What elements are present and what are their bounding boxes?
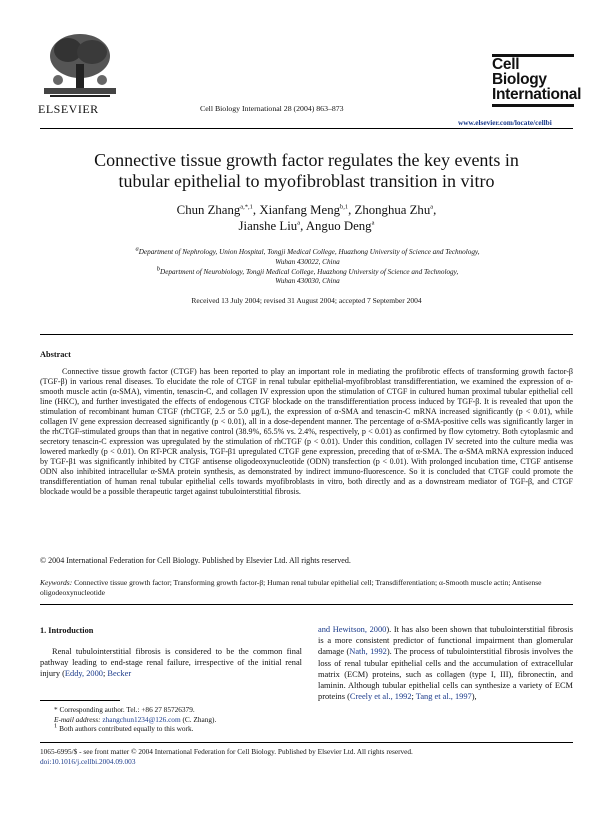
citation-sep: ;	[102, 669, 108, 679]
logo-line1: Cell	[492, 56, 520, 73]
citation-link[interactable]: Creely et al., 1992	[349, 692, 412, 702]
equal-contribution-note	[40, 724, 302, 734]
publisher-name: ELSEVIER	[38, 102, 99, 116]
citation-link[interactable]: and Hewitson, 2000	[318, 625, 387, 634]
intro-text: ). The process of tubulointerstitial fibrosis involves the loss of renal tubular epithelial cells and the accumulation of extracellular matrix (ECM) proteins, such as collagen (type I, III), fibronectin, and laminin. Although tubular epithelial cells can synthesize a variety of ECM proteins (	[318, 647, 573, 702]
affiliations	[60, 245, 555, 287]
intro-text: Renal tubulointerstitial fibrosis is considered to be the common final pathway leading to end-stage renal failure, irrespective of the initial renal injury (	[40, 647, 302, 679]
title-line2: tubular epithelial to myofibroblast transition in vitro	[118, 171, 495, 191]
title-line1: Connective tissue growth factor regulates the key events in	[94, 150, 519, 170]
footnote-divider	[40, 700, 120, 701]
author-name: Jianshe Liu	[238, 218, 298, 233]
intro-paragraph-left	[40, 646, 302, 680]
citation-link[interactable]: Nath, 1992	[349, 647, 387, 657]
abstract-divider	[40, 334, 573, 335]
keywords	[40, 578, 573, 598]
footer-divider	[40, 742, 573, 743]
affil-sup: b	[156, 265, 160, 273]
author-sup[interactable]: a,*,1	[240, 203, 253, 211]
abstract-body	[40, 367, 573, 497]
abstract-heading: Abstract	[40, 350, 71, 359]
equal-text: Both authors contributed equally to this work.	[59, 724, 194, 733]
intro-paragraph-right	[318, 624, 573, 702]
elsevier-tree-logo	[40, 30, 120, 108]
header-divider	[40, 128, 573, 129]
citation-link[interactable]: Eddy, 2000	[64, 669, 103, 679]
affil-b-line2: Wuhan 430030, China	[275, 277, 340, 286]
citation-sep: ;	[411, 692, 416, 702]
affil-a-line2: Wuhan 430022, China	[275, 257, 340, 266]
email-label: E-mail address:	[54, 714, 101, 724]
citation-link[interactable]: Becker	[107, 669, 132, 679]
affil-sup: a	[135, 245, 139, 253]
citation-link[interactable]: Tang et al., 1997	[415, 692, 472, 702]
author-sup[interactable]: a	[297, 219, 301, 227]
email-link[interactable]: zhangchun1234@126.com	[102, 714, 181, 724]
keywords-label: Keywords:	[40, 578, 73, 587]
abstract-copyright: © 2004 International Federation for Cell Biology. Published by Elsevier Ltd. All rights reserved.	[40, 556, 351, 565]
logo-bar-bottom	[492, 104, 574, 107]
logo-line3: International	[492, 86, 582, 103]
logo-line2: Biology	[492, 71, 547, 88]
author-name: Xianfang Meng	[259, 203, 340, 217]
left-column	[40, 646, 302, 680]
email-note	[40, 715, 302, 725]
author-sup[interactable]: a	[430, 203, 434, 211]
intro-text: ),	[471, 692, 477, 702]
corresponding-author-note: * Corresponding author. Tel.: +86 27 85726379.	[54, 705, 195, 714]
author-list: Chun Zhang$^{a,*,1}$, Xianfang Meng$^{b,1}$, Zhonghua Zhu$^a$, Jianshe Liu$^a$, Anguo Deng$^a$	[176, 203, 437, 233]
author-name: Anguo Deng	[305, 218, 372, 233]
page-footer	[40, 747, 573, 767]
author-sup[interactable]: a	[371, 219, 375, 227]
body-divider	[40, 604, 573, 605]
right-column	[318, 624, 573, 702]
abstract-text: Connective tissue growth factor (CTGF) has been reported to play an important role in mediating the profibrotic effects of transforming growth factor-β (TGF-β) in various renal diseases. To elucidate the role of CTGF in renal tubular epithelial-myofibroblast transdifferentiation, we examined the expression of α-smooth muscle actin (α-SMA), vimentin, tenascin-C, and collagen IV expression upon the stimulation of CTGF in cultured human proximal tubular epithelial cell line (HKC), and further investigated the effects of endogenous CTGF blockade on the transdifferentiation process induced by TGF-β. It is revealed that upon the stimulation of recombinant human CTGF (rhCTGF, 2.5 or 5.0 μg/L), the expression of α-SMA and tenascin-C mRNA increased significantly (p < 0.01), while collagen IV gene expression decreased significantly (p < 0.01), all in a dose-dependent manner. The percentage of α-SMA-positive cells was significantly larger in the rhCTGF-stimulated groups than that in negative control (38.9%, 65.5% vs. 2.4%, respectively, p < 0.01) as confirmed by flow cytometry. Both cytoplasmic and secretory tenascin-C expression was upregulated by the stimulation of rhCTGF (p < 0.01). Under this condition, collagen IV secreted into the culture media was lowered markedly (p < 0.01). On RT-PCR analysis, TGF-β1 upregulated CTGF gene expression, preceding that of α-SMA. The α-SMA mRNA expression induced by TGF-β1 was significantly inhibited by CTGF antisense oligodeoxynucleotide (ODN) transfection (p < 0.01). With prolonged incubation time, CTGF antisense ODN also inhibited intracellular α-SMA protein synthesis, as demonstrated by indirect immuno-fluorescence. So it is concluded that CTGF could promote the transdifferentiation of human renal tubular epithelial cells towards myofibroblasts in vitro, both directly and as a downstream mediator of TGF-β, and CTGF blockade would be a possible therapeutic target against tubulointerstitial fibrosis.	[40, 367, 573, 496]
article-dates: Received 13 July 2004; revised 31 August 2004; accepted 7 September 2004	[191, 296, 422, 305]
affil-b-line1: Department of Neurobiology, Tongji Medical College, Huazhong University of Science and Technology,	[160, 267, 459, 276]
footnotes	[40, 705, 302, 734]
author-sup[interactable]: b,1	[340, 203, 349, 211]
footnote-sup: 1	[54, 722, 58, 730]
journal-url-link[interactable]: www.elsevier.com/locate/cellbi	[458, 118, 552, 127]
article-title	[40, 150, 573, 192]
email-suffix: (C. Zhang).	[182, 714, 217, 724]
intro-text: ). It has also been shown that tubulointerstitial fibrosis is a more consistent predictor of functional impairment than glomerular damage (	[318, 625, 573, 657]
affil-a-line1: Department of Nephrology, Union Hospital, Tongji Medical College, Huazhong University of Science and Technology,	[138, 248, 480, 256]
section-heading: 1. Introduction	[40, 626, 94, 635]
footer-issn: 1065-6995/$ - see front matter © 2004 International Federation for Cell Biology. Published by Elsevier Ltd. All rights reserved.	[40, 747, 413, 756]
journal-citation: Cell Biology International 28 (2004) 863–873	[200, 104, 344, 113]
author-name: Zhonghua Zhu	[354, 203, 431, 217]
keywords-list: Connective tissue growth factor; Transforming growth factor-β; Human renal tubular epithelial cell; Transdifferentiation; α-Smooth muscle actin; Antisense oligodeoxynucleotide	[40, 578, 542, 597]
journal-logo	[492, 52, 581, 107]
author-name: Chun Zhang	[176, 203, 241, 217]
footer-doi[interactable]: doi:10.1016/j.cellbi.2004.09.003	[40, 756, 136, 766]
